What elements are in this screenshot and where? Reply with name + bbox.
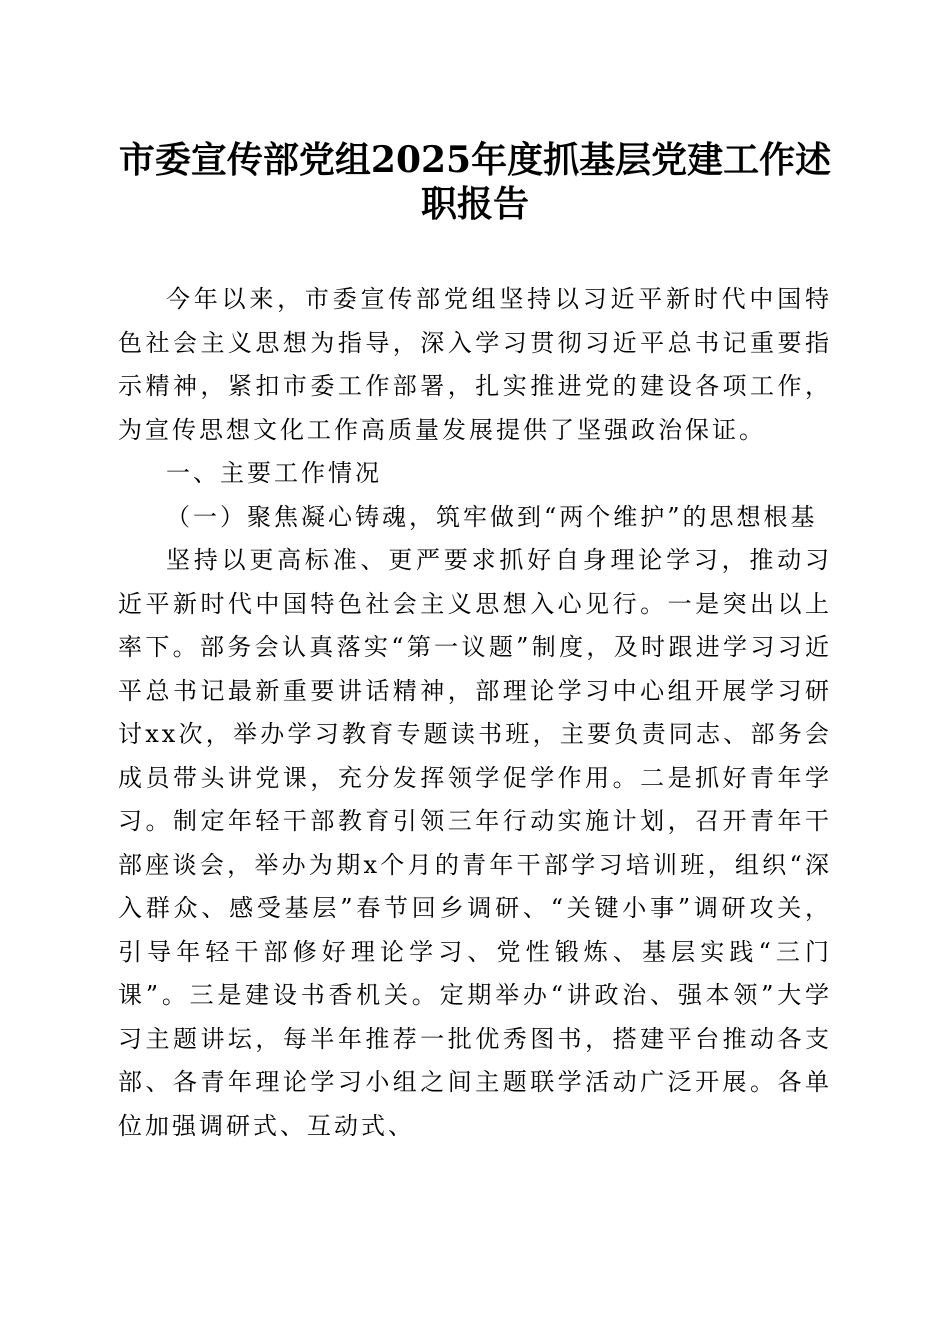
subsection-heading-1: （一）聚焦凝心铸魂，筑牢做到“两个维护”的思想根基 (166, 502, 818, 531)
document-title: 市委宣传部党组2025年度抓基层党建工作述职报告 (118, 139, 832, 225)
section-heading-main-work: 一、主要工作情况 (166, 459, 382, 487)
document-body (118, 278, 832, 1148)
intro-paragraph: 今年以来，市委宣传部党组坚持以习近平新时代中国特色社会主义思想为指导，深入学习贯彻习近平总书记重要指示精神，紧扣市委工作部署，扎实推进党的建设各项工作，为宣传思想文化工作高质量发展提供了坚强政治保证。 (118, 285, 832, 444)
body-paragraph-study: 坚持以更高标准、更严要求抓好自身理论学习，推动习近平新时代中国特色社会主义思想入心见行。一是突出以上率下。部务会认真落实“第一议题”制度，及时跟进学习习近平总书记最新重要讲话精神，部理论学习中心组开展学习研讨xx次，举办学习教育专题读书班，主要负责同志、部务会成员带头讲党课，充分发挥领学促学作用。二是抓好青年学习。制定年轻干部教育引领三年行动实施计划，召开青年干部座谈会，举办为期x个月的青年干部学习培训班，组织“深入群众、感受基层”春节回乡调研、“关键小事”调研攻关，引导年轻干部修好理论学习、党性锻炼、基层实践“三门课”。三是建设书香机关。定期举办“讲政治、强本领”大学习主题讲坛，每半年推荐一批优秀图书，搭建平台推动各支部、各青年理论学习小组之间主题联学活动广泛开展。各单位加强调研式、互动式、 (118, 546, 832, 1140)
